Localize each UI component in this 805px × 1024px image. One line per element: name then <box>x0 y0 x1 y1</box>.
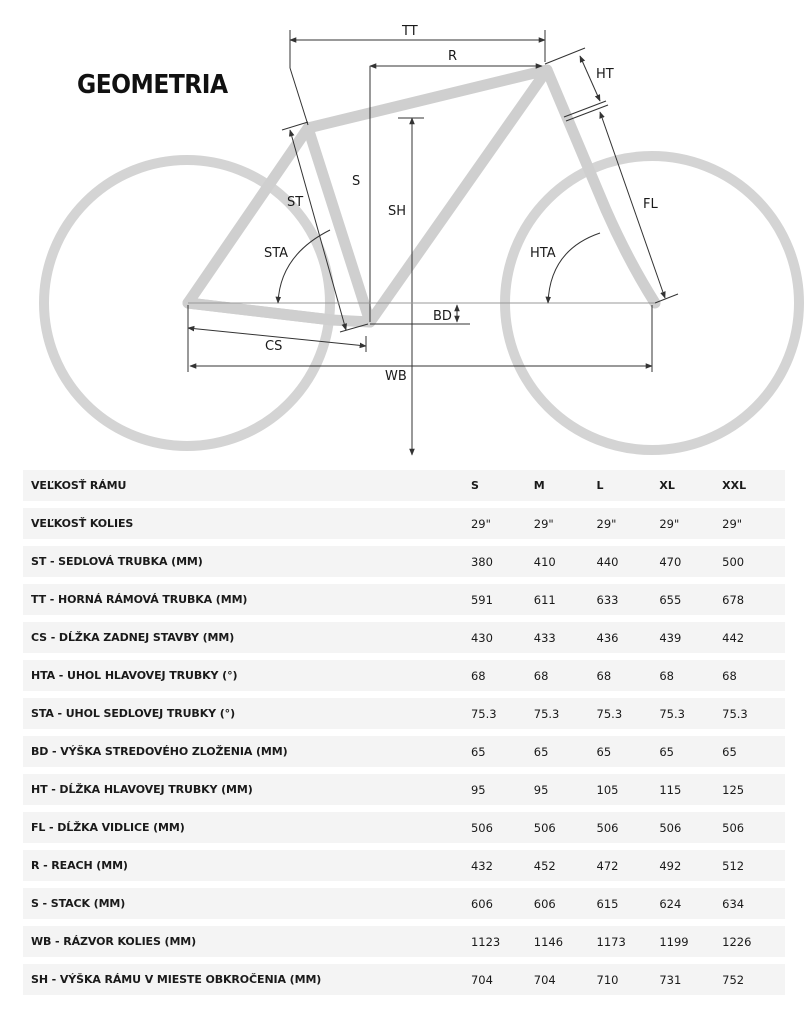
row-value: 75.3 <box>659 706 685 721</box>
row-value: 1199 <box>659 934 689 949</box>
row-value: 655 <box>659 592 682 607</box>
row-value: 1123 <box>470 934 501 949</box>
row-value: 29" <box>533 516 554 531</box>
row-value: 380 <box>470 554 493 569</box>
row-gap <box>23 805 785 812</box>
row-value: 492 <box>659 858 682 873</box>
row-value: 29" <box>722 516 743 531</box>
row-value: 68 <box>470 668 486 683</box>
row-name: HTA - UHOL HLAVOVEJ TRUBKY (°) <box>31 669 238 682</box>
row-gap <box>23 957 785 964</box>
row-gap-cell <box>23 577 785 584</box>
table-row <box>23 508 785 539</box>
label-r: R <box>448 49 458 64</box>
row-value: 75.3 <box>596 706 623 721</box>
row-gap-cell <box>23 805 785 812</box>
row-value: 624 <box>659 896 682 911</box>
row-gap <box>23 539 785 546</box>
row-name: SH - VÝŠKA RÁMU V MIESTE OBKROČENIA (MM) <box>31 973 322 986</box>
row-value: 506 <box>470 820 493 835</box>
row-name: ST - SEDLOVÁ TRUBKA (MM) <box>31 555 203 568</box>
header-size-3: XL <box>659 479 675 492</box>
row-name: TT - HORNÁ RÁMOVÁ TRUBKA (MM) <box>31 593 248 606</box>
row-value: 439 <box>659 630 682 645</box>
label-wb: WB <box>385 369 407 384</box>
row-gap <box>23 501 785 508</box>
row-value: 115 <box>659 782 682 797</box>
row-gap-cell <box>23 767 785 774</box>
row-value: 95 <box>470 782 486 797</box>
row-value: 75.3 <box>533 706 560 721</box>
row-value: 591 <box>470 592 493 607</box>
row-value: 68 <box>659 668 674 683</box>
row-name: R - REACH (MM) <box>31 859 128 872</box>
row-value: 452 <box>533 858 556 873</box>
header-size-0: S <box>470 479 479 492</box>
row-gap <box>23 881 785 888</box>
row-value: 65 <box>596 744 612 759</box>
header-size-2: L <box>596 479 604 492</box>
row-value: 68 <box>533 668 549 683</box>
row-value: 68 <box>722 668 737 683</box>
row-value: 710 <box>596 972 619 987</box>
row-gap-cell <box>23 843 785 850</box>
row-value: 125 <box>722 782 745 797</box>
row-gap-cell <box>23 919 785 926</box>
table-row <box>23 660 785 691</box>
row-gap <box>23 691 785 698</box>
row-value: 752 <box>722 972 745 987</box>
row-value: 633 <box>596 592 619 607</box>
table-row <box>23 698 785 729</box>
row-gap <box>23 767 785 774</box>
row-gap-cell <box>23 539 785 546</box>
row-value: 432 <box>470 858 493 873</box>
header-frame-size-label: VEĽKOSŤ RÁMU <box>31 479 127 492</box>
row-value: 1146 <box>533 934 564 949</box>
row-name: BD - VÝŠKA STREDOVÉHO ZLOŽENIA (MM) <box>31 745 288 758</box>
header-size-4: XXL <box>722 479 747 492</box>
row-value: 506 <box>722 820 745 835</box>
header-size-1: M <box>533 479 545 492</box>
page-title: GEOMETRIA <box>77 70 228 100</box>
table-row <box>23 622 785 653</box>
row-name: VEĽKOSŤ KOLIES <box>31 517 134 530</box>
label-sh: SH <box>388 204 407 219</box>
label-hta: HTA <box>530 246 556 261</box>
label-ht: HT <box>596 67 614 82</box>
row-value: 65 <box>659 744 674 759</box>
table-row <box>23 926 785 957</box>
row-value: 615 <box>596 896 619 911</box>
row-value: 606 <box>470 896 493 911</box>
label-tt: TT <box>402 24 418 39</box>
row-value: 68 <box>596 668 612 683</box>
row-gap <box>23 919 785 926</box>
row-value: 634 <box>722 896 745 911</box>
row-gap <box>23 729 785 736</box>
row-name: S - STACK (MM) <box>31 897 126 910</box>
table-row <box>23 964 785 995</box>
row-gap-cell <box>23 615 785 622</box>
row-gap-cell <box>23 729 785 736</box>
row-value: 440 <box>596 554 619 569</box>
table-row <box>23 812 785 843</box>
row-gap-cell <box>23 957 785 964</box>
label-sta: STA <box>264 246 289 261</box>
row-gap-cell <box>23 501 785 508</box>
label-bd: BD <box>433 309 452 324</box>
table-header-row <box>23 470 785 501</box>
row-value: 506 <box>533 820 556 835</box>
row-value: 472 <box>596 858 619 873</box>
geometry-table <box>23 470 785 995</box>
row-value: 470 <box>659 554 682 569</box>
table-row <box>23 546 785 577</box>
row-value: 704 <box>533 972 556 987</box>
row-value: 500 <box>722 554 745 569</box>
row-value: 430 <box>470 630 493 645</box>
row-name: CS - DĹŽKA ZADNEJ STAVBY (MM) <box>31 631 235 644</box>
row-value: 611 <box>533 592 556 607</box>
bike-frame <box>188 70 655 322</box>
row-value: 606 <box>533 896 556 911</box>
row-value: 1226 <box>722 934 752 949</box>
table-row <box>23 888 785 919</box>
row-value: 29" <box>470 516 491 531</box>
row-gap <box>23 843 785 850</box>
row-name: STA - UHOL SEDLOVEJ TRUBKY (°) <box>31 707 235 720</box>
row-value: 1173 <box>596 934 626 949</box>
row-gap-cell <box>23 881 785 888</box>
row-value: 704 <box>470 972 493 987</box>
row-value: 105 <box>596 782 619 797</box>
row-gap-cell <box>23 653 785 660</box>
bike-geometry-diagram <box>0 0 805 470</box>
row-name: FL - DĹŽKA VIDLICE (MM) <box>31 821 185 834</box>
row-value: 65 <box>470 744 486 759</box>
row-value: 29" <box>596 516 617 531</box>
row-value: 512 <box>722 858 745 873</box>
row-value: 65 <box>722 744 737 759</box>
row-value: 410 <box>533 554 556 569</box>
row-gap-cell <box>23 691 785 698</box>
label-cs: CS <box>265 339 283 354</box>
table-row <box>23 584 785 615</box>
row-value: 731 <box>659 972 682 987</box>
row-value: 433 <box>533 630 556 645</box>
row-value: 678 <box>722 592 745 607</box>
row-value: 95 <box>533 782 549 797</box>
table-row <box>23 850 785 881</box>
table-row <box>23 736 785 767</box>
label-s: S <box>352 174 361 189</box>
row-value: 506 <box>596 820 619 835</box>
row-value: 29" <box>659 516 680 531</box>
row-value: 65 <box>533 744 549 759</box>
row-gap <box>23 653 785 660</box>
row-gap <box>23 615 785 622</box>
row-value: 75.3 <box>722 706 748 721</box>
row-gap <box>23 577 785 584</box>
label-st: ST <box>287 195 304 210</box>
row-name: WB - RÁZVOR KOLIES (MM) <box>31 935 197 948</box>
row-value: 442 <box>722 630 745 645</box>
row-value: 75.3 <box>470 706 497 721</box>
row-value: 506 <box>659 820 682 835</box>
row-value: 436 <box>596 630 619 645</box>
label-fl: FL <box>643 197 658 212</box>
row-name: HT - DĹŽKA HLAVOVEJ TRUBKY (MM) <box>31 783 253 796</box>
table-row <box>23 774 785 805</box>
